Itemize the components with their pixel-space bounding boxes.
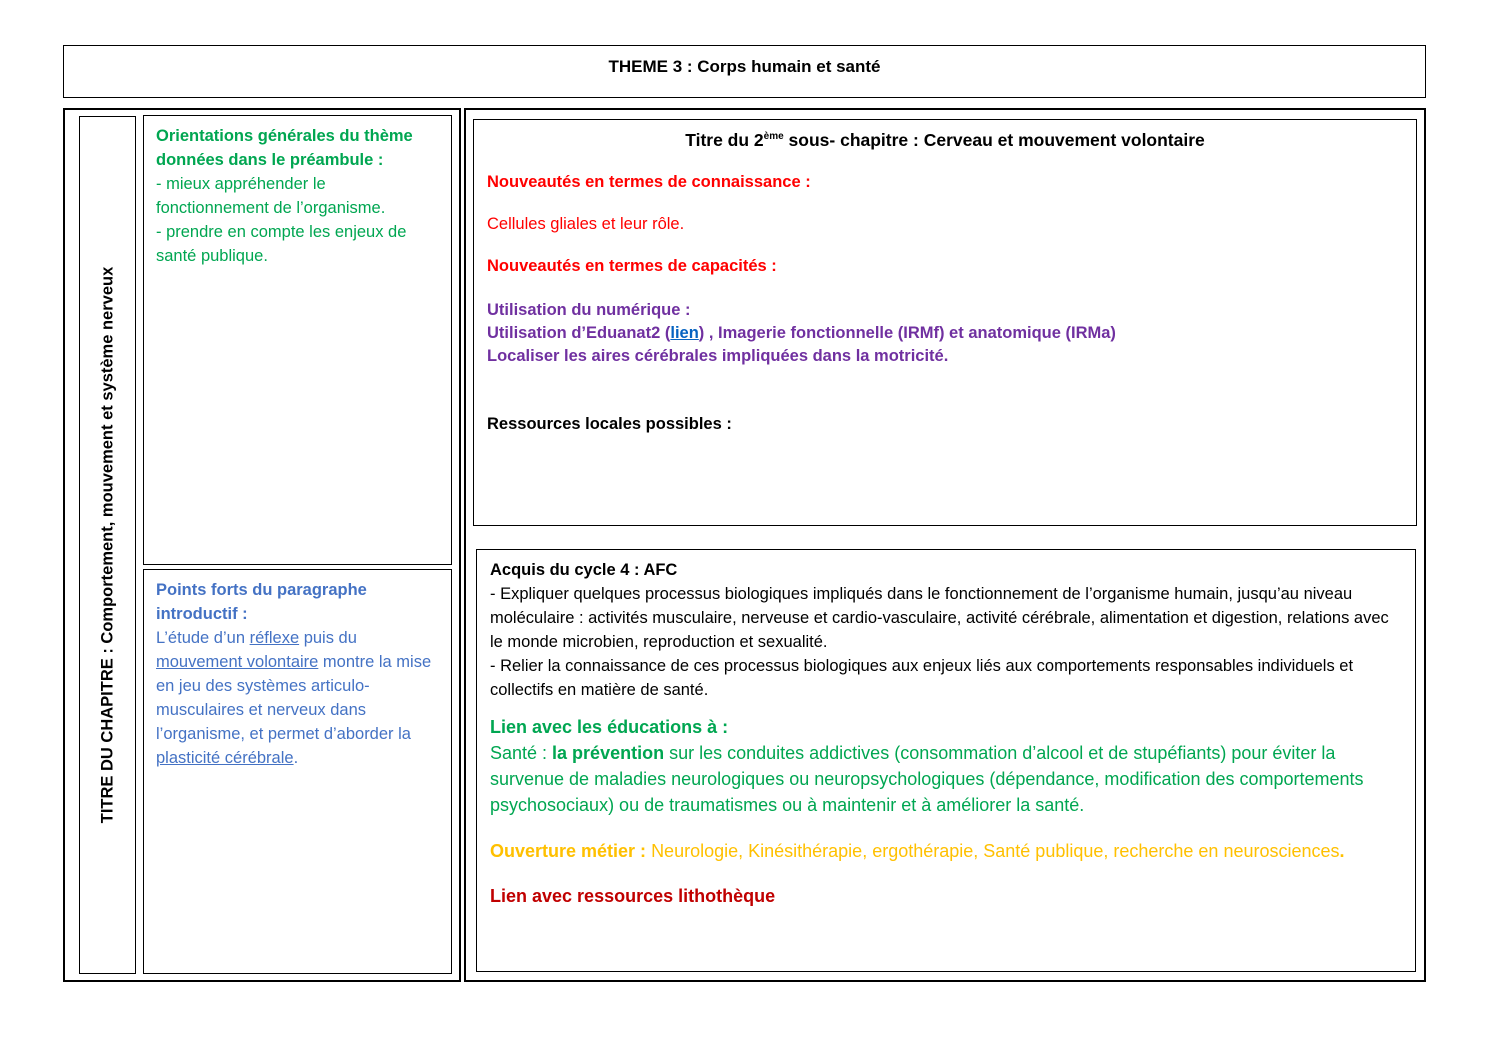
points-forts-box [143, 569, 452, 974]
numerique-line-1 [487, 322, 1403, 345]
capacites-heading: Nouveautés en termes de capacités : [487, 257, 777, 275]
orientations-line-2: - prendre en compte les enjeux de santé publique. [156, 223, 407, 265]
metier-end: . [1339, 841, 1345, 861]
acquis-box [476, 549, 1416, 972]
points-text-4: . [293, 749, 299, 767]
orientations-heading: Orientations générales du thème données dans le préambule : [156, 127, 413, 169]
acquis-heading: Acquis du cycle 4 : AFC [490, 561, 678, 579]
subchapter-box [473, 119, 1417, 526]
numerique-heading: Utilisation du numérique : [487, 301, 691, 319]
theme-title-box [63, 45, 1426, 98]
eduanat-link[interactable]: lien [670, 324, 699, 342]
chapter-title: TITRE DU CHAPITRE : Comportement, mouvement et système nerveux [98, 266, 116, 824]
connaissance-text: Cellules gliales et leur rôle. [487, 215, 685, 233]
points-forts-text [156, 626, 439, 770]
numerique-line-1b: ) , Imagerie fonctionnelle (IRMf) et anatomique (IRMa) [698, 324, 1116, 342]
numerique-section [487, 299, 1403, 368]
education-section [490, 714, 1402, 818]
numerique-line-2: Localiser les aires cérébrales impliquées dans la motricité. [487, 347, 949, 365]
subchapter-title-sup: ème [763, 131, 784, 143]
chapter-title-box [79, 116, 136, 974]
acquis-section [490, 558, 1402, 702]
metier-text: Neurologie, Kinésithérapie, ergothérapie, Santé publique, recherche en neurosciences [651, 841, 1340, 861]
subchapter-title [487, 130, 1403, 151]
education-heading: Lien avec les éducations à : [490, 717, 729, 737]
education-body: sur les conduites addictives (consommation d’alcool et de stupéfiants) pour éviter la survenue de maladies neurologiques ou neuropsychologiques (dépendance, modification des comportements psychosociaux) ou de traumatismes ou à maintenir et à améliorer la santé. [490, 743, 1364, 815]
acquis-line-2: - Relier la connaissance de ces processus biologiques aux enjeux liés aux comportements responsables individuels et collectifs en matière de santé. [490, 657, 1354, 699]
connaissance-heading: Nouveautés en termes de connaissance : [487, 173, 811, 191]
orientations-line-1: - mieux appréhender le fonctionnement de l’organisme. [156, 175, 386, 217]
points-text-1: L’étude d’un [156, 629, 250, 647]
lithotheque-heading: Lien avec ressources lithothèque [490, 886, 776, 906]
orientations-box [143, 115, 452, 565]
link-reflexe[interactable]: réflexe [249, 629, 300, 647]
education-prefix: Santé : [490, 743, 553, 763]
metier-section [490, 838, 1402, 864]
link-plasticite-cerebrale[interactable]: plasticité cérébrale [156, 749, 294, 767]
education-bold: la prévention [552, 743, 665, 763]
theme-title: THEME 3 : Corps humain et santé [608, 57, 881, 76]
ressources-heading: Ressources locales possibles : [487, 415, 732, 433]
education-text [490, 740, 1402, 818]
subchapter-title-suffix: sous- chapitre : Cerveau et mouvement volontaire [783, 130, 1205, 150]
numerique-line-1a: Utilisation d’Eduanat2 ( [487, 324, 671, 342]
link-mouvement-volontaire[interactable]: mouvement volontaire [156, 653, 319, 671]
acquis-line-1: - Expliquer quelques processus biologiques impliqués dans le fonctionnement de l’organisme humain, jusqu’au niveau moléculaire : activités musculaire, nerveuse et cardio-vasculaire, activité cérébrale, alimentation et digestion, relations avec le monde microbien, reproduction et sexualité. [490, 585, 1389, 651]
points-text-2: puis du [299, 629, 357, 647]
points-forts-heading: Points forts du paragraphe introductif : [156, 581, 367, 623]
points-text-3: montre la mise en jeu des systèmes articulo-musculaires et nerveux dans l’organisme, et permet d’aborder la [156, 653, 432, 743]
metier-heading: Ouverture métier : [490, 841, 652, 861]
subchapter-title-prefix: Titre du 2 [685, 130, 764, 150]
